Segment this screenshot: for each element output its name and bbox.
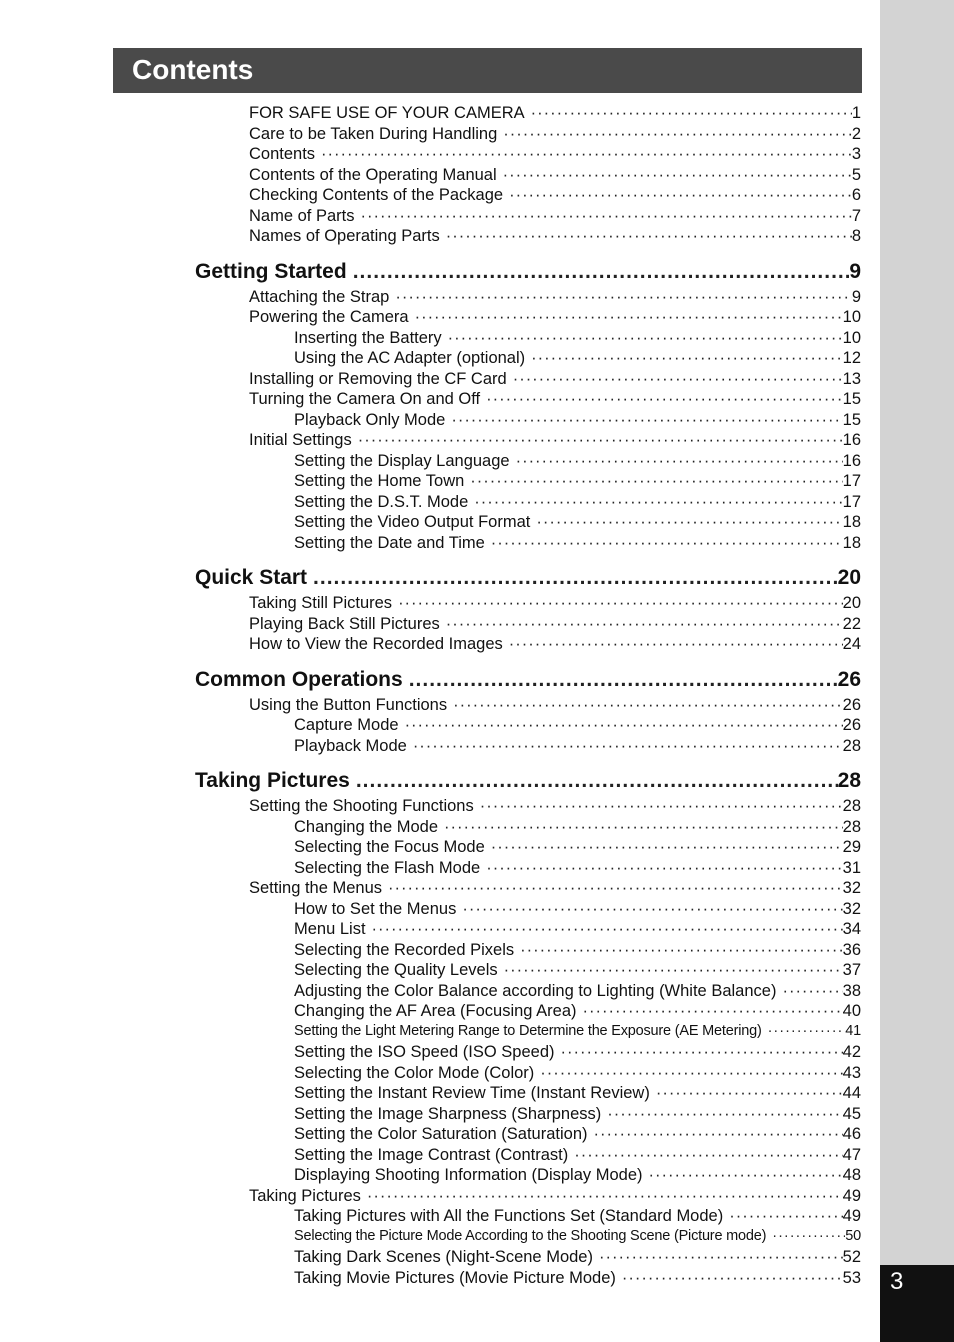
toc-entry-page: 26: [837, 667, 861, 691]
toc-entry: [294, 1043, 861, 1063]
toc-entry-label: Names of Operating Parts: [249, 227, 440, 245]
toc-entry: [294, 329, 861, 349]
toc-section-heading: [195, 668, 861, 694]
toc-entry-label: Changing the AF Area (Focusing Area): [294, 1002, 577, 1020]
toc-entry: [249, 696, 861, 716]
dot-leader: [531, 349, 843, 368]
toc-entry: [294, 452, 861, 472]
dot-leader: [462, 900, 842, 919]
toc-entry-label: Quick Start: [195, 566, 308, 589]
dot-leader: [561, 1043, 843, 1062]
dot-leader: [574, 1146, 842, 1165]
dot-leader: [486, 390, 843, 409]
toc-entry-page: 15: [842, 390, 861, 408]
toc-entry: [249, 1187, 861, 1207]
toc-entry-label: Selecting the Focus Mode: [294, 838, 485, 856]
toc-entry-label: Capture Mode: [294, 716, 399, 734]
toc-entry: [294, 1064, 861, 1084]
toc-entry-label: Setting the Instant Review Time (Instant Review): [294, 1084, 650, 1102]
toc-entry-label: Installing or Removing the CF Card: [249, 369, 507, 388]
dot-leader: [729, 1207, 842, 1226]
toc-entry: [249, 370, 861, 390]
dot-leader: [491, 838, 843, 857]
dot-leader: [583, 1002, 843, 1021]
toc-entry-label: Playback Only Mode: [294, 410, 446, 429]
toc-entry: [294, 1125, 861, 1145]
toc-entry-label: Setting the Image Contrast (Contrast): [294, 1145, 569, 1164]
dot-leader: [599, 1248, 843, 1267]
toc-entry-label: Setting the D.S.T. Mode: [294, 492, 469, 511]
toc-entry: [249, 879, 861, 899]
title-bar: [113, 48, 862, 93]
toc-entry-page: 5: [851, 165, 861, 184]
toc-entry-label: Selecting the Picture Mode According to the Shooting Scene (Picture mode): [294, 1227, 767, 1244]
dot-leader: [367, 1187, 843, 1206]
toc-entry-label: Setting the Home Town: [294, 472, 465, 490]
dot-leader: [395, 288, 851, 307]
toc-entry: [294, 1146, 861, 1166]
toc-entry-page: 29: [842, 838, 861, 856]
toc-entry-label: Using the AC Adapter (optional): [294, 349, 526, 367]
toc-entry-page: 13: [842, 369, 861, 388]
dot-leader: [509, 186, 852, 205]
toc-entry-label: Changing the Mode: [294, 817, 439, 836]
dot-leader: [448, 329, 843, 348]
toc-entry: [294, 859, 861, 879]
toc-entry: [249, 104, 861, 124]
toc-entry-page: 1: [851, 104, 861, 122]
dot-leader: [470, 472, 842, 491]
dot-leader: [321, 145, 852, 164]
dot-leader: [413, 737, 843, 756]
toc-entry-page: 24: [842, 635, 861, 653]
toc-entry-label: Initial Settings: [249, 431, 352, 449]
toc-entry-page: 10: [842, 328, 861, 347]
toc-entry-page: 41: [845, 1022, 861, 1039]
toc-entry-page: 16: [842, 451, 861, 470]
dot-leader: [356, 769, 838, 793]
toc-entry-label: Common Operations: [195, 667, 403, 691]
toc-entry-page: 52: [842, 1248, 861, 1266]
toc-entry-page: 28: [842, 797, 861, 815]
dot-leader: [531, 104, 852, 123]
toc-entry: [294, 1084, 861, 1104]
toc-entry-page: 31: [842, 858, 861, 877]
toc-entry-page: 32: [842, 879, 861, 897]
toc-section-heading: [195, 566, 861, 592]
toc-entry: [294, 1269, 861, 1289]
dot-leader: [313, 566, 838, 590]
dot-leader: [536, 513, 842, 532]
toc-entry-page: 20: [837, 566, 861, 589]
toc-entry-page: 8: [851, 227, 861, 245]
toc-entry-page: 53: [842, 1268, 861, 1287]
toc-entry-page: 46: [842, 1125, 861, 1143]
toc-entry-label: Name of Parts: [249, 206, 355, 225]
toc-entry-label: Playing Back Still Pictures: [249, 614, 440, 633]
dot-leader: [503, 166, 852, 185]
toc-entry: [294, 1228, 861, 1248]
dot-leader: [516, 452, 843, 471]
dot-leader: [388, 879, 843, 898]
dot-leader: [409, 668, 838, 692]
page-title: Contents: [132, 54, 254, 85]
toc-entry: [294, 941, 861, 961]
dot-leader: [594, 1125, 843, 1144]
toc-entry: [294, 411, 861, 431]
toc-entry-label: Contents of the Operating Manual: [249, 165, 497, 184]
dot-leader: [372, 920, 843, 939]
toc-entry-label: Attaching the Strap: [249, 287, 390, 306]
toc-entry: [249, 288, 861, 308]
toc-entry: [294, 1023, 861, 1043]
toc-entry-label: Care to be Taken During Handling: [249, 124, 498, 143]
toc-entry-page: 32: [842, 899, 861, 918]
toc-entry-page: 3: [851, 145, 861, 163]
toc-entry: [249, 308, 861, 328]
dot-leader: [768, 1023, 846, 1039]
toc-entry: [294, 900, 861, 920]
toc-entry-label: Setting the Light Metering Range to Determine the Exposure (AE Metering): [294, 1022, 762, 1039]
toc-entry: [294, 534, 861, 554]
toc-entry-label: Checking Contents of the Package: [249, 186, 504, 204]
toc-entry-label: Setting the Menus: [249, 879, 382, 897]
dot-leader: [446, 615, 843, 634]
toc-entry: [294, 818, 861, 838]
toc-entry-page: 9: [851, 287, 861, 306]
toc-entry-page: 47: [842, 1145, 861, 1164]
toc-entry-label: Taking Movie Pictures (Movie Picture Mode): [294, 1268, 616, 1287]
toc-entry: [294, 513, 861, 533]
dot-leader: [622, 1269, 843, 1288]
dot-leader: [444, 818, 843, 837]
toc-entry-page: 20: [842, 594, 861, 612]
toc-entry-label: Taking Dark Scenes (Night-Scene Mode): [294, 1248, 593, 1266]
toc-entry: [249, 431, 861, 451]
toc-entry-label: Displaying Shooting Information (Display Mode): [294, 1166, 643, 1184]
toc-entry: [294, 1248, 861, 1268]
toc-section-heading: [195, 260, 861, 286]
toc-entry: [249, 125, 861, 145]
toc-entry: [294, 961, 861, 981]
dot-leader: [782, 982, 842, 1001]
toc-entry-label: Taking Still Pictures: [249, 594, 393, 612]
dot-leader: [451, 411, 842, 430]
toc-entry-label: FOR SAFE USE OF YOUR CAMERA: [249, 104, 525, 122]
dot-leader: [360, 207, 851, 226]
toc-entry-page: 36: [842, 940, 861, 959]
toc-entry-label: Selecting the Recorded Pixels: [294, 940, 515, 959]
toc-entry-page: 42: [842, 1043, 861, 1061]
toc-entry-label: Setting the Display Language: [294, 451, 510, 470]
toc-entry: [294, 493, 861, 513]
dot-leader: [398, 594, 843, 613]
toc-entry-label: Adjusting the Color Balance according to Lighting (White Balance): [294, 981, 777, 1000]
toc-entry-page: 37: [842, 961, 861, 979]
toc-entry-label: Getting Started: [195, 259, 347, 283]
toc-entry-label: Setting the Image Sharpness (Sharpness): [294, 1104, 602, 1123]
toc-entry-page: 12: [842, 349, 861, 367]
toc-entry-label: Taking Pictures: [249, 1186, 361, 1205]
toc-entry-label: Selecting the Quality Levels: [294, 961, 498, 979]
dot-leader: [353, 260, 850, 284]
side-tab-bar: [880, 0, 954, 1342]
dot-leader: [358, 431, 843, 450]
dot-leader: [509, 635, 843, 654]
dot-leader: [405, 716, 843, 735]
dot-leader: [520, 941, 843, 960]
toc-entry-label: How to Set the Menus: [294, 899, 457, 918]
toc-entry-page: 7: [851, 206, 861, 225]
toc-entry-page: 44: [842, 1084, 861, 1102]
toc-entry: [294, 920, 861, 940]
toc-entry-page: 28: [842, 817, 861, 836]
toc-entry-page: 18: [842, 513, 861, 531]
toc-entry-page: 28: [842, 736, 861, 755]
toc-entry-page: 45: [842, 1104, 861, 1123]
toc-entry-label: Contents: [249, 145, 316, 163]
toc-entry: [294, 838, 861, 858]
toc-entry-page: 15: [842, 410, 861, 429]
toc-entry: [294, 737, 861, 757]
toc-entry: [249, 227, 861, 247]
toc-entry: [294, 716, 861, 736]
page-number: 3: [890, 1268, 904, 1295]
toc-entry-page: 34: [842, 920, 861, 938]
toc-entry-label: Setting the Shooting Functions: [249, 797, 474, 815]
dot-leader: [656, 1084, 843, 1103]
toc-entry: [294, 1002, 861, 1022]
toc-entry: [249, 635, 861, 655]
toc-entry-page: 17: [842, 492, 861, 511]
toc-entry-label: Taking Pictures: [195, 769, 350, 792]
toc-entry: [249, 797, 861, 817]
toc-entry-label: How to View the Recorded Images: [249, 635, 503, 653]
toc-entry: [249, 186, 861, 206]
toc-entry: [249, 145, 861, 165]
toc-entry-label: Selecting the Color Mode (Color): [294, 1063, 535, 1082]
toc-entry-page: 18: [842, 533, 861, 552]
toc-entry: [294, 1105, 861, 1125]
toc-entry-page: 40: [842, 1002, 861, 1020]
toc-entry: [294, 349, 861, 369]
toc-entry: [294, 1166, 861, 1186]
dot-leader: [772, 1228, 845, 1244]
toc-entry: [249, 390, 861, 410]
dot-leader: [649, 1166, 843, 1185]
dot-leader: [540, 1064, 842, 1083]
dot-leader: [503, 125, 852, 144]
toc-entry-page: 28: [837, 769, 861, 792]
toc-section-heading: [195, 769, 861, 795]
dot-leader: [513, 370, 843, 389]
toc-entry: [249, 166, 861, 186]
toc-entry-label: Setting the Color Saturation (Saturation): [294, 1125, 588, 1143]
toc-entry-label: Turning the Camera On and Off: [249, 390, 481, 408]
toc-entry-page: 48: [842, 1166, 861, 1184]
toc-entry-label: Setting the ISO Speed (ISO Speed): [294, 1043, 555, 1061]
toc-entry-page: 16: [842, 431, 861, 449]
toc-entry-page: 43: [842, 1063, 861, 1082]
dot-leader: [480, 797, 843, 816]
toc-entry-page: 26: [842, 716, 861, 734]
toc-entry-label: Selecting the Flash Mode: [294, 858, 481, 877]
toc-entry-label: Powering the Camera: [249, 308, 409, 326]
toc-entry-label: Inserting the Battery: [294, 328, 442, 347]
toc-entry-page: 6: [851, 186, 861, 204]
dot-leader: [446, 227, 852, 246]
toc-entry-label: Setting the Date and Time: [294, 533, 485, 552]
dot-leader: [491, 534, 843, 553]
toc-entry-page: 38: [842, 981, 861, 1000]
toc-entry: [294, 982, 861, 1002]
dot-leader: [486, 859, 842, 878]
toc-entry-page: 49: [842, 1207, 861, 1225]
toc-entry-label: Menu List: [294, 920, 366, 938]
dot-leader: [453, 696, 843, 715]
toc-entry-page: 17: [842, 472, 861, 490]
dot-leader: [415, 308, 843, 327]
toc-entry-page: 22: [842, 614, 861, 633]
dot-leader: [504, 961, 843, 980]
toc-entry-page: 50: [845, 1227, 861, 1244]
toc-entry-label: Taking Pictures with All the Functions Set (Standard Mode): [294, 1207, 724, 1225]
dot-leader: [607, 1105, 842, 1124]
toc-entry-page: 10: [842, 308, 861, 326]
toc-entry-label: Using the Button Functions: [249, 695, 448, 714]
toc-entry-page: 9: [849, 259, 861, 283]
toc-entry: [249, 594, 861, 614]
toc-entry-label: Playback Mode: [294, 736, 407, 755]
toc-entry-page: 26: [842, 695, 861, 714]
toc-entry: [249, 615, 861, 635]
toc-entry: [294, 1207, 861, 1227]
toc-entry: [249, 207, 861, 227]
toc-entry: [294, 472, 861, 492]
toc-entry-label: Setting the Video Output Format: [294, 513, 531, 531]
dot-leader: [474, 493, 842, 512]
toc-entry-page: 49: [842, 1186, 861, 1205]
toc-entry-page: 2: [851, 124, 861, 143]
